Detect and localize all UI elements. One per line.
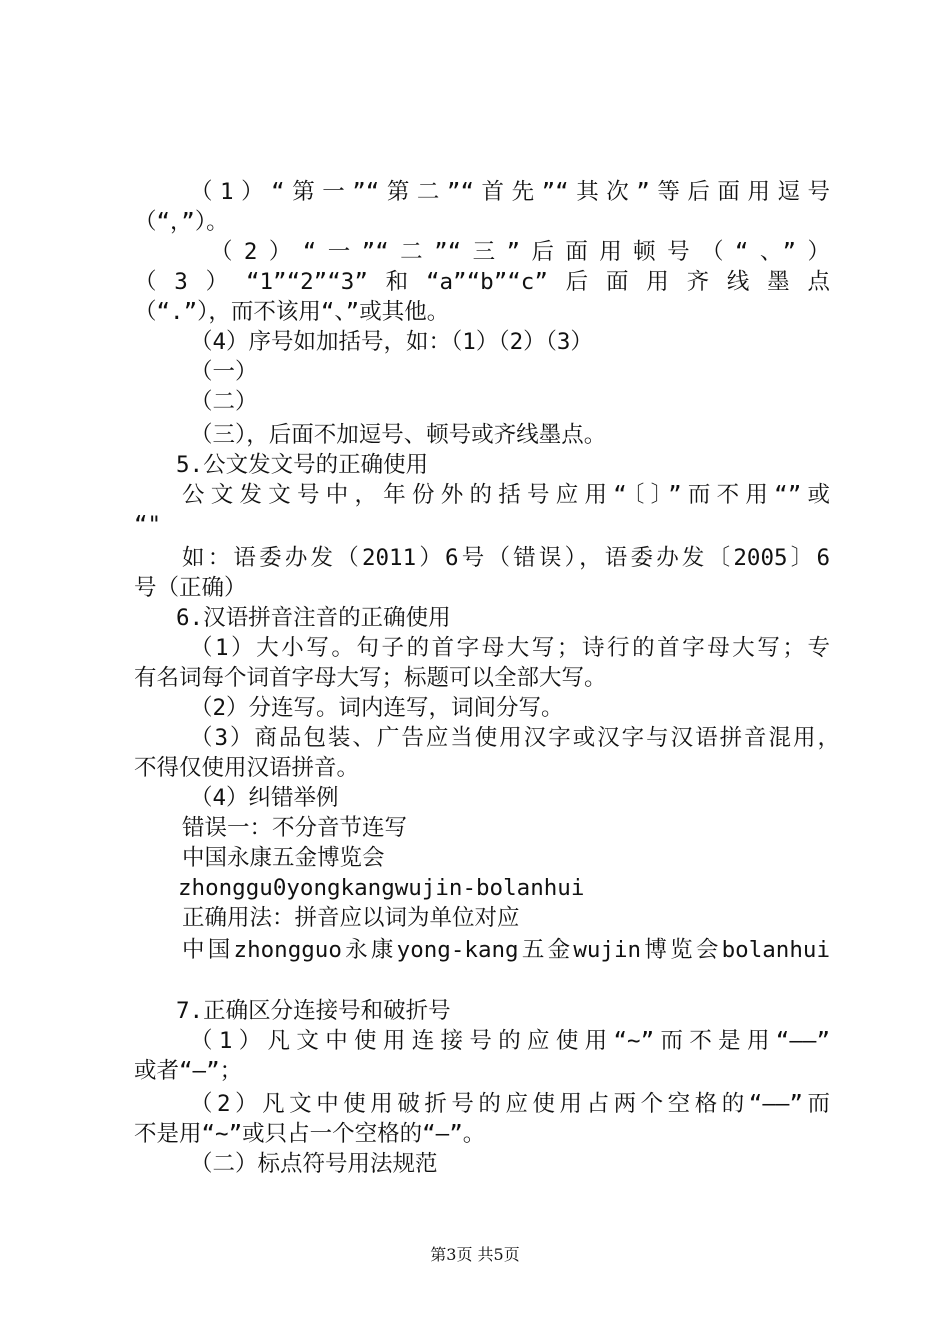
text-line: （三），后面不加逗号、顿号或齐线墨点。 — [190, 422, 607, 448]
text-line: （1）“第一”“第二”“首先”“其次”等后面用逗号 — [190, 179, 830, 205]
text-line: （3）商品包装、广告应当使用汉字或汉字与汉语拼音混用， — [190, 725, 840, 751]
text-line: 或者“—”； — [134, 1058, 243, 1084]
text-line: （“.”），而不该用“、”或其他。 — [134, 299, 450, 325]
section-heading: 6.汉语拼音注音的正确使用 — [176, 605, 451, 631]
text-line: “" — [134, 512, 162, 538]
text-line: 有名词每个词首字母大写；标题可以全部大写。 — [134, 665, 607, 691]
text-line: 不是用“~”或只占一个空格的“—”。 — [134, 1121, 486, 1147]
text-line: （2）“一”“二”“三”后面用顿号（“、”） — [210, 239, 830, 265]
text-line: （1）凡文中使用连接号的应使用“~”而不是用“——” — [190, 1028, 830, 1054]
section-heading: 5.公文发文号的正确使用 — [176, 452, 429, 478]
text-line: 中国zhongguo永康yong-kang五金wujin博览会bolanhui — [182, 937, 830, 963]
text-line: 错误一：不分音节连写 — [182, 815, 408, 841]
text-line: （2）凡文中使用破折号的应使用占两个空格的“——”而 — [190, 1091, 830, 1117]
text-line: （2）分连写。词内连写，词间分写。 — [190, 695, 564, 721]
text-line: （4）序号如加括号，如：（1）（2）（3） — [190, 329, 593, 355]
section-heading: 7.正确区分连接号和破折号 — [176, 998, 451, 1024]
section-heading: （二）标点符号用法规范 — [190, 1151, 438, 1177]
text-line: （“，”）。 — [134, 209, 229, 235]
text-line: （1）大小写。句子的首字母大写；诗行的首字母大写；专 — [190, 635, 830, 661]
text-line: 公文发文号中，年份外的括号应用“〔〕”而不用“”或 — [182, 482, 830, 508]
text-line: 如：语委办发（2011）6号（错误），语委办发〔2005〕6 — [182, 545, 830, 571]
text-line: （一） — [190, 359, 258, 385]
text-line: （4）纠错举例 — [190, 785, 339, 811]
text-line: 号（正确） — [134, 575, 247, 601]
text-line: zhonggu0yongkangwujin-bolanhui — [178, 875, 585, 901]
text-line: 正确用法：拼音应以词为单位对应 — [182, 905, 520, 931]
text-line: 中国永康五金博览会 — [182, 845, 385, 871]
text-line: 不得仅使用汉语拼音。 — [134, 755, 360, 781]
text-line: （3）“1”“2”“3”和“a”“b”“c”后面用齐线墨点 — [134, 269, 830, 295]
text-line: （二） — [190, 389, 258, 415]
page-footer: 第3页 共5页 — [430, 1245, 520, 1264]
